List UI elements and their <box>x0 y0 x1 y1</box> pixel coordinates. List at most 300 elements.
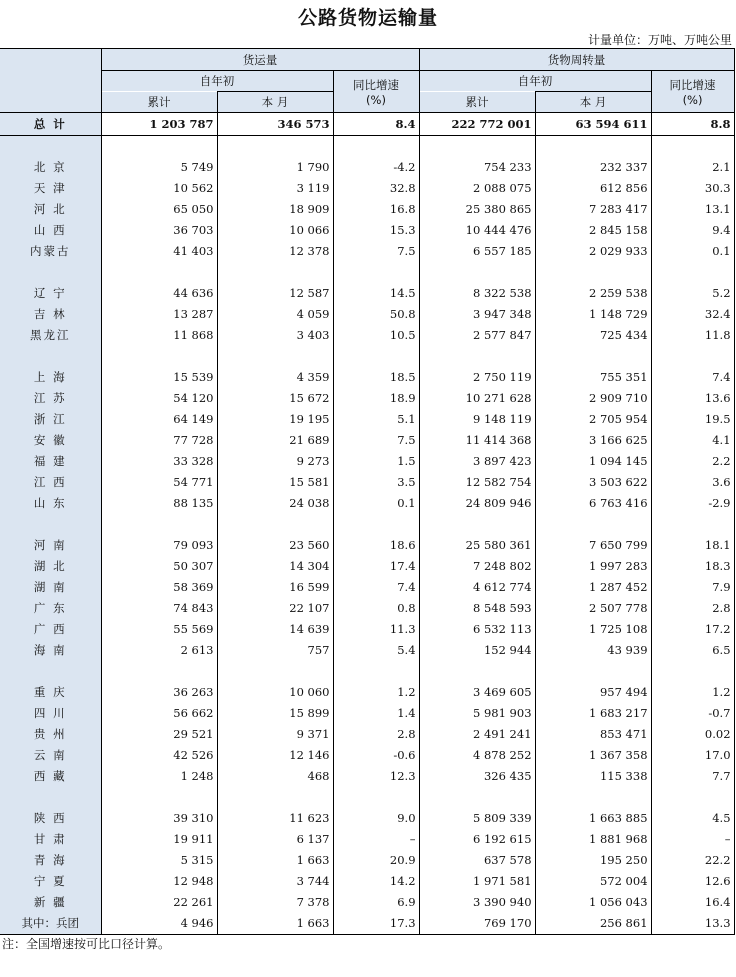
turnover-cumulative-cell: 5 809 339 <box>419 808 535 829</box>
freight-month-cell: 21 689 <box>217 430 333 451</box>
turnover-month-cell: 1 287 452 <box>535 577 651 598</box>
spacer-cell <box>217 787 333 808</box>
spacer-cell <box>419 514 535 535</box>
turnover-cumulative-cell: 11 414 368 <box>419 430 535 451</box>
turnover-month-cell: 2 909 710 <box>535 388 651 409</box>
total-freight-month: 346 573 <box>217 113 333 136</box>
total-row <box>0 113 734 136</box>
spacer-cell <box>651 787 734 808</box>
turnover-yoy-cell: -2.9 <box>651 493 734 514</box>
table-row <box>0 199 734 220</box>
freight-cumulative-cell: 56 662 <box>101 703 217 724</box>
turnover-cumulative-cell: 25 580 361 <box>419 535 535 556</box>
turnover-month-cell: 2 259 538 <box>535 283 651 304</box>
spacer-cell <box>101 136 217 158</box>
turnover-cumulative-cell: 25 380 865 <box>419 199 535 220</box>
turnover-month-cell: 1 881 968 <box>535 829 651 850</box>
turnover-yoy-cell: 4.5 <box>651 808 734 829</box>
freight-yoy-cell: 10.5 <box>333 325 419 346</box>
freight-cumulative-cell: 11 868 <box>101 325 217 346</box>
turnover-cumulative-cell: 10 444 476 <box>419 220 535 241</box>
freight-cumulative-cell: 41 403 <box>101 241 217 262</box>
turnover-yoy-cell: 0.1 <box>651 241 734 262</box>
turnover-month-cell: 755 351 <box>535 367 651 388</box>
spacer-cell <box>419 346 535 367</box>
spacer-cell <box>101 262 217 283</box>
turnover-cumulative-cell: 637 578 <box>419 850 535 871</box>
spacer-cell <box>333 262 419 283</box>
freight-month-cell: 14 639 <box>217 619 333 640</box>
spacer-cell <box>419 787 535 808</box>
freight-month-cell: 11 623 <box>217 808 333 829</box>
table-row <box>0 304 734 325</box>
freight-month-cell: 12 587 <box>217 283 333 304</box>
header-corner <box>0 49 101 113</box>
spacer-cell <box>101 787 217 808</box>
freight-yoy-cell: -4.2 <box>333 157 419 178</box>
freight-month-cell: 16 599 <box>217 577 333 598</box>
region-name: 新 疆 <box>0 892 101 913</box>
region-name: 青 海 <box>0 850 101 871</box>
turnover-yoy-cell: – <box>651 829 734 850</box>
freight-month-cell: 10 060 <box>217 682 333 703</box>
total-freight-cumulative: 1 203 787 <box>101 113 217 136</box>
freight-cumulative-cell: 79 093 <box>101 535 217 556</box>
spacer-cell <box>535 787 651 808</box>
region-name: 江 西 <box>0 472 101 493</box>
region-name: 陕 西 <box>0 808 101 829</box>
region-name: 山 西 <box>0 220 101 241</box>
turnover-yoy-cell: 2.1 <box>651 157 734 178</box>
total-turnover-cumulative: 222 772 001 <box>419 113 535 136</box>
spacer-cell <box>217 262 333 283</box>
turnover-yoy-cell: 1.2 <box>651 682 734 703</box>
freight-yoy-cell: 32.8 <box>333 178 419 199</box>
total-label: 总 计 <box>0 113 101 136</box>
freight-cumulative-cell: 2 613 <box>101 640 217 661</box>
turnover-yoy-cell: -0.7 <box>651 703 734 724</box>
total-turnover-yoy: 8.8 <box>651 113 734 136</box>
freight-month-cell: 4 359 <box>217 367 333 388</box>
turnover-month-cell: 957 494 <box>535 682 651 703</box>
table-row <box>0 178 734 199</box>
freight-month-cell: 18 909 <box>217 199 333 220</box>
table-row <box>0 220 734 241</box>
freight-yoy-cell: 1.4 <box>333 703 419 724</box>
freight-cumulative-cell: 29 521 <box>101 724 217 745</box>
turnover-yoy-cell: 2.8 <box>651 598 734 619</box>
spacer-cell <box>651 346 734 367</box>
spacer-cell <box>333 787 419 808</box>
freight-month-cell: 24 038 <box>217 493 333 514</box>
turnover-cumulative-cell: 3 390 940 <box>419 892 535 913</box>
freight-yoy-cell: 12.3 <box>333 766 419 787</box>
region-name: 贵 州 <box>0 724 101 745</box>
turnover-yoy-cell: 13.1 <box>651 199 734 220</box>
turnover-cumulative-cell: 2 750 119 <box>419 367 535 388</box>
spacer-cell <box>535 136 651 158</box>
freight-yoy-cell: – <box>333 829 419 850</box>
region-name: 上 海 <box>0 367 101 388</box>
region-name: 四 川 <box>0 703 101 724</box>
turnover-yoy-cell: 7.9 <box>651 577 734 598</box>
group-spacer-row <box>0 661 734 682</box>
table-row <box>0 283 734 304</box>
freight-month-cell: 19 195 <box>217 409 333 430</box>
turnover-cumulative-cell: 2 577 847 <box>419 325 535 346</box>
freight-yoy-cell: 17.4 <box>333 556 419 577</box>
turnover-yoy-cell: 9.4 <box>651 220 734 241</box>
table-row <box>0 556 734 577</box>
turnover-cumulative-cell: 4 878 252 <box>419 745 535 766</box>
header-turnover-cumulative: 累计 <box>419 92 535 113</box>
freight-cumulative-cell: 22 261 <box>101 892 217 913</box>
region-name: 海 南 <box>0 640 101 661</box>
spacer-cell <box>419 136 535 158</box>
table-row <box>0 493 734 514</box>
turnover-cumulative-cell: 6 192 615 <box>419 829 535 850</box>
table-body <box>0 113 734 935</box>
spacer-cell <box>419 262 535 283</box>
turnover-month-cell: 1 663 885 <box>535 808 651 829</box>
spacer-cell <box>101 514 217 535</box>
freight-yoy-cell: 5.4 <box>333 640 419 661</box>
freight-cumulative-cell: 36 263 <box>101 682 217 703</box>
turnover-cumulative-cell: 3 947 348 <box>419 304 535 325</box>
table-row <box>0 892 734 913</box>
spacer-cell <box>535 346 651 367</box>
region-name: 湖 南 <box>0 577 101 598</box>
freight-yoy-cell: 6.9 <box>333 892 419 913</box>
freight-cumulative-cell: 13 287 <box>101 304 217 325</box>
freight-yoy-cell: 7.5 <box>333 430 419 451</box>
freight-yoy-cell: 11.3 <box>333 619 419 640</box>
turnover-yoy-cell: 18.1 <box>651 535 734 556</box>
turnover-cumulative-cell: 326 435 <box>419 766 535 787</box>
region-name: 辽 宁 <box>0 283 101 304</box>
table-row <box>0 157 734 178</box>
freight-month-cell: 6 137 <box>217 829 333 850</box>
spacer-cell <box>333 514 419 535</box>
freight-yoy-cell: -0.6 <box>333 745 419 766</box>
freight-month-cell: 22 107 <box>217 598 333 619</box>
freight-cumulative-cell: 55 569 <box>101 619 217 640</box>
table-row <box>0 745 734 766</box>
header-freight-ytd: 自年初 <box>101 71 333 92</box>
region-name: 河 南 <box>0 535 101 556</box>
spacer-cell <box>535 262 651 283</box>
freight-month-cell: 14 304 <box>217 556 333 577</box>
turnover-cumulative-cell: 2 088 075 <box>419 178 535 199</box>
freight-month-cell: 1 790 <box>217 157 333 178</box>
freight-yoy-cell: 17.3 <box>333 913 419 935</box>
turnover-yoy-cell: 13.6 <box>651 388 734 409</box>
group-spacer-row <box>0 262 734 283</box>
freight-cumulative-cell: 74 843 <box>101 598 217 619</box>
turnover-month-cell: 256 861 <box>535 913 651 935</box>
turnover-month-cell: 195 250 <box>535 850 651 871</box>
table-row <box>0 913 734 935</box>
region-name: 北 京 <box>0 157 101 178</box>
header-turnover-ytd: 自年初 <box>419 71 651 92</box>
freight-month-cell: 3 403 <box>217 325 333 346</box>
turnover-yoy-cell: 5.2 <box>651 283 734 304</box>
turnover-month-cell: 572 004 <box>535 871 651 892</box>
table-row <box>0 766 734 787</box>
turnover-cumulative-cell: 12 582 754 <box>419 472 535 493</box>
group-spacer-row <box>0 514 734 535</box>
freight-yoy-cell: 7.5 <box>333 241 419 262</box>
group-spacer-row <box>0 136 734 158</box>
freight-yoy-cell: 1.5 <box>333 451 419 472</box>
freight-month-cell: 757 <box>217 640 333 661</box>
turnover-cumulative-cell: 24 809 946 <box>419 493 535 514</box>
freight-cumulative-cell: 19 911 <box>101 829 217 850</box>
spacer-cell <box>333 136 419 158</box>
freight-cumulative-cell: 42 526 <box>101 745 217 766</box>
spacer-cell <box>651 262 734 283</box>
freight-cumulative-cell: 12 948 <box>101 871 217 892</box>
turnover-month-cell: 6 763 416 <box>535 493 651 514</box>
region-name: 福 建 <box>0 451 101 472</box>
header-freight-cumulative: 累计 <box>101 92 217 113</box>
spacer-cell <box>217 136 333 158</box>
table-row <box>0 430 734 451</box>
footnote: 注：全国增速按可比口径计算。 <box>2 937 171 951</box>
freight-cumulative-cell: 10 562 <box>101 178 217 199</box>
turnover-cumulative-cell: 754 233 <box>419 157 535 178</box>
freight-yoy-cell: 5.1 <box>333 409 419 430</box>
turnover-yoy-cell: 19.5 <box>651 409 734 430</box>
table-row <box>0 850 734 871</box>
table-row <box>0 241 734 262</box>
freight-month-cell: 15 899 <box>217 703 333 724</box>
table-row <box>0 367 734 388</box>
turnover-yoy-cell: 16.4 <box>651 892 734 913</box>
freight-month-cell: 9 273 <box>217 451 333 472</box>
table-row <box>0 472 734 493</box>
freight-month-cell: 15 581 <box>217 472 333 493</box>
spacer-cell <box>0 262 101 283</box>
header-turnover: 货物周转量 <box>419 49 734 71</box>
header-freight-month: 本 月 <box>217 92 333 113</box>
spacer-cell <box>651 136 734 158</box>
turnover-yoy-cell: 2.2 <box>651 451 734 472</box>
region-name: 内蒙古 <box>0 241 101 262</box>
header-turnover-month: 本 月 <box>535 92 651 113</box>
turnover-month-cell: 43 939 <box>535 640 651 661</box>
region-name: 浙 江 <box>0 409 101 430</box>
turnover-month-cell: 853 471 <box>535 724 651 745</box>
spacer-cell <box>217 514 333 535</box>
freight-cumulative-cell: 1 248 <box>101 766 217 787</box>
spacer-cell <box>535 514 651 535</box>
spacer-cell <box>333 346 419 367</box>
spacer-cell <box>217 346 333 367</box>
turnover-yoy-cell: 7.7 <box>651 766 734 787</box>
freight-cumulative-cell: 65 050 <box>101 199 217 220</box>
region-name: 甘 肃 <box>0 829 101 850</box>
spacer-cell <box>333 661 419 682</box>
turnover-month-cell: 2 029 933 <box>535 241 651 262</box>
freight-cumulative-cell: 36 703 <box>101 220 217 241</box>
table-row <box>0 388 734 409</box>
turnover-yoy-cell: 12.6 <box>651 871 734 892</box>
turnover-yoy-cell: 3.6 <box>651 472 734 493</box>
turnover-month-cell: 612 856 <box>535 178 651 199</box>
turnover-yoy-cell: 30.3 <box>651 178 734 199</box>
freight-yoy-cell: 14.5 <box>333 283 419 304</box>
turnover-cumulative-cell: 8 548 593 <box>419 598 535 619</box>
header-freight-yoy-label: 同比增速 <box>353 77 399 92</box>
region-name: 广 东 <box>0 598 101 619</box>
spacer-cell <box>101 661 217 682</box>
turnover-yoy-cell: 4.1 <box>651 430 734 451</box>
turnover-yoy-cell: 13.3 <box>651 913 734 935</box>
total-turnover-month: 63 594 611 <box>535 113 651 136</box>
turnover-month-cell: 1 094 145 <box>535 451 651 472</box>
page-title: 公路货物运输量 <box>297 7 438 29</box>
region-name: 吉 林 <box>0 304 101 325</box>
freight-yoy-cell: 16.8 <box>333 199 419 220</box>
turnover-cumulative-cell: 1 971 581 <box>419 871 535 892</box>
spacer-cell <box>0 661 101 682</box>
spacer-cell <box>0 787 101 808</box>
region-name: 广 西 <box>0 619 101 640</box>
region-name: 天 津 <box>0 178 101 199</box>
freight-cumulative-cell: 15 539 <box>101 367 217 388</box>
turnover-month-cell: 2 507 778 <box>535 598 651 619</box>
freight-month-cell: 1 663 <box>217 850 333 871</box>
turnover-yoy-cell: 18.3 <box>651 556 734 577</box>
freight-cumulative-cell: 77 728 <box>101 430 217 451</box>
freight-cumulative-cell: 58 369 <box>101 577 217 598</box>
freight-cumulative-cell: 54 120 <box>101 388 217 409</box>
table-row <box>0 451 734 472</box>
turnover-cumulative-cell: 6 557 185 <box>419 241 535 262</box>
freight-yoy-cell: 7.4 <box>333 577 419 598</box>
turnover-cumulative-cell: 6 532 113 <box>419 619 535 640</box>
freight-cumulative-cell: 4 946 <box>101 913 217 935</box>
freight-month-cell: 15 672 <box>217 388 333 409</box>
turnover-cumulative-cell: 10 271 628 <box>419 388 535 409</box>
turnover-cumulative-cell: 2 491 241 <box>419 724 535 745</box>
freight-yoy-cell: 18.9 <box>333 388 419 409</box>
header-freight-yoy-unit: (%) <box>366 92 386 107</box>
turnover-month-cell: 1 683 217 <box>535 703 651 724</box>
freight-yoy-cell: 0.1 <box>333 493 419 514</box>
turnover-cumulative-cell: 152 944 <box>419 640 535 661</box>
freight-yoy-cell: 0.8 <box>333 598 419 619</box>
region-name: 重 庆 <box>0 682 101 703</box>
turnover-month-cell: 1 056 043 <box>535 892 651 913</box>
header-turnover-yoy-unit: (%) <box>682 92 703 107</box>
turnover-month-cell: 2 705 954 <box>535 409 651 430</box>
turnover-month-cell: 3 503 622 <box>535 472 651 493</box>
turnover-yoy-cell: 11.8 <box>651 325 734 346</box>
turnover-yoy-cell: 0.02 <box>651 724 734 745</box>
table-row <box>0 598 734 619</box>
turnover-month-cell: 1 997 283 <box>535 556 651 577</box>
turnover-cumulative-cell: 3 469 605 <box>419 682 535 703</box>
spacer-cell <box>217 661 333 682</box>
spacer-cell <box>535 661 651 682</box>
table-row <box>0 619 734 640</box>
spacer-cell <box>651 661 734 682</box>
region-name: 河 北 <box>0 199 101 220</box>
region-name: 山 东 <box>0 493 101 514</box>
header-turnover-yoy-label: 同比增速 <box>669 77 716 92</box>
turnover-cumulative-cell: 769 170 <box>419 913 535 935</box>
freight-cumulative-cell: 5 315 <box>101 850 217 871</box>
region-name: 江 苏 <box>0 388 101 409</box>
turnover-month-cell: 1 148 729 <box>535 304 651 325</box>
turnover-yoy-cell: 17.0 <box>651 745 734 766</box>
region-name: 湖 北 <box>0 556 101 577</box>
turnover-month-cell: 232 337 <box>535 157 651 178</box>
header-freight-yoy <box>333 71 419 113</box>
table-row <box>0 640 734 661</box>
group-spacer-row <box>0 787 734 808</box>
freight-yoy-cell: 9.0 <box>333 808 419 829</box>
table-row <box>0 535 734 556</box>
table-header <box>0 49 734 113</box>
freight-cumulative-cell: 54 771 <box>101 472 217 493</box>
freight-yoy-cell: 3.5 <box>333 472 419 493</box>
turnover-cumulative-cell: 5 981 903 <box>419 703 535 724</box>
region-name: 云 南 <box>0 745 101 766</box>
turnover-yoy-cell: 6.5 <box>651 640 734 661</box>
header-freight: 货运量 <box>101 49 419 71</box>
header-turnover-yoy <box>651 71 734 113</box>
freight-cumulative-cell: 50 307 <box>101 556 217 577</box>
freight-month-cell: 9 371 <box>217 724 333 745</box>
freight-month-cell: 3 744 <box>217 871 333 892</box>
spacer-cell <box>419 661 535 682</box>
freight-month-cell: 3 119 <box>217 178 333 199</box>
table-row <box>0 325 734 346</box>
turnover-cumulative-cell: 7 248 802 <box>419 556 535 577</box>
freight-yoy-cell: 14.2 <box>333 871 419 892</box>
turnover-cumulative-cell: 4 612 774 <box>419 577 535 598</box>
freight-yoy-cell: 20.9 <box>333 850 419 871</box>
unit-label: 计量单位：万吨、万吨公里 <box>587 33 732 47</box>
freight-month-cell: 4 059 <box>217 304 333 325</box>
turnover-month-cell: 7 650 799 <box>535 535 651 556</box>
turnover-yoy-cell: 17.2 <box>651 619 734 640</box>
spacer-cell <box>0 514 101 535</box>
turnover-month-cell: 7 283 417 <box>535 199 651 220</box>
freight-yoy-cell: 1.2 <box>333 682 419 703</box>
region-name: 黑龙江 <box>0 325 101 346</box>
total-freight-yoy: 8.4 <box>333 113 419 136</box>
freight-cumulative-cell: 5 749 <box>101 157 217 178</box>
table-row <box>0 703 734 724</box>
group-spacer-row <box>0 346 734 367</box>
freight-cumulative-cell: 44 636 <box>101 283 217 304</box>
table-row <box>0 682 734 703</box>
freight-yoy-cell: 18.6 <box>333 535 419 556</box>
table-row <box>0 577 734 598</box>
freight-yoy-cell: 2.8 <box>333 724 419 745</box>
turnover-cumulative-cell: 9 148 119 <box>419 409 535 430</box>
turnover-yoy-cell: 22.2 <box>651 850 734 871</box>
spacer-cell <box>101 346 217 367</box>
freight-cumulative-cell: 33 328 <box>101 451 217 472</box>
freight-cumulative-cell: 88 135 <box>101 493 217 514</box>
region-name: 其中：兵团 <box>0 913 101 935</box>
freight-yoy-cell: 50.8 <box>333 304 419 325</box>
